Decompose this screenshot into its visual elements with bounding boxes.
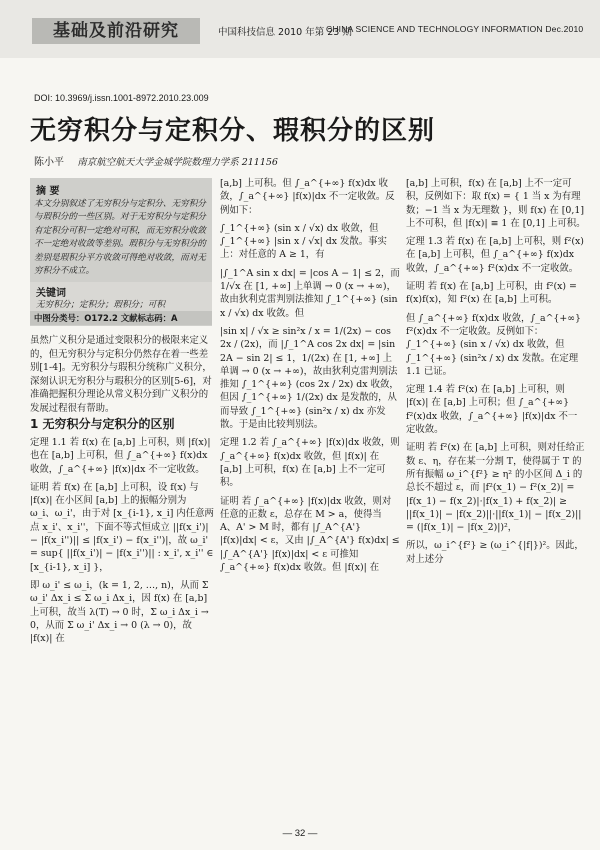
author-affiliation: 南京航空航天大学金城学院数理力学系 211156 — [77, 157, 278, 168]
section-heading: 1 无穷积分与定积分的区别 — [30, 417, 175, 431]
paragraph: 证明 若 f²(x) 在 [a,b] 上可积，则对任给正数 ε、η，存在某一分割 T，使得属于 T 的所有振幅 ω_i^{f²} ≥ η² 的小区间 Δ_i 的总长不超过 ε，而 |f²(x_1) − f²(x_2)| = |f(x_1) − f(x_2)|·|f(x_1) + f(x_2)| ≥ ||f(x_1)| − |f(x_2)||·||f(x_1)| − |f(x_2)|| = (|f(x_1)| − |f(x_2)|)²， — [406, 442, 585, 534]
page-footer — [0, 828, 600, 839]
column-1-body — [30, 436, 214, 650]
column-2 — [220, 177, 400, 579]
keywords-label: 关键词 — [36, 288, 66, 299]
paragraph: 定理 1.1 若 f(x) 在 [a,b] 上可积，则 |f(x)| 也在 [a,b] 上可积，但 ∫_a^{+∞} f(x)dx 收敛，∫_a^{+∞} |f(x)|dx 不一定收敛。 — [30, 437, 211, 475]
paragraph: 证明 若 f(x) 在 [a,b] 上可积，设 f(x) 与 |f(x)| 在小区间 [a,b] 上的振幅分别为 ω_i、ω_i'，由于对 [x_{i-1}, x_i] 内任意两点 x_i'、x_i''，下面不等式恒成立 ||f(x_i')| − |f(x_i'')|| ≤ |f(x_i') − f(x_i'')|，故 ω_i' = sup{ ||f(x_i')| − |f(x_i'')|| : x_i', x_i'' ∈ [x_{i-1}, x_i] }， — [30, 481, 214, 573]
paragraph: ∫_1^{+∞} (sin x / √x) dx 收敛，但 ∫_1^{+∞} |sin x / √x| dx 发散。事实上：对任意的 A ≥ 1，有 — [220, 222, 387, 261]
keywords-text: 无穷积分；定积分；瑕积分；可积 — [36, 300, 165, 310]
paragraph: [a,b] 上可积。但 ∫_a^{+∞} f(x)dx 收敛，∫_a^{+∞} |f(x)|dx 不一定收敛。反例如下： — [220, 178, 395, 216]
paragraph: 证明 若 f(x) 在 [a,b] 上可积，由 f²(x) = f(x)f(x)，知 f²(x) 在 [a,b] 上可积。 — [406, 281, 577, 306]
abstract-label: 摘 要 — [36, 186, 60, 197]
paragraph: 定理 1.4 若 f²(x) 在 [a,b] 上可积，则 |f(x)| 在 [a,b] 上可积；但 ∫_a^{+∞} f²(x)dx 收敛，∫_a^{+∞} |f(x)|dx 不一定收敛。 — [406, 384, 578, 436]
journal-header — [0, 0, 600, 58]
classification-text: 中图分类号：O172.2 文献标志码：A — [34, 313, 178, 323]
paragraph: 所以，ω_i^{f²} ≥ (ω_i^{|f|})²。因此，对上述分 — [406, 540, 584, 565]
introduction — [30, 334, 214, 420]
paragraph: |∫_1^A sin x dx| = |cos A − 1| ≤ 2，而 1/√x 在 [1, +∞] 上单调 → 0 (x → +∞)，故由狄利克雷判别法推知 ∫_1^{+∞} (sin x / √x) dx 收敛。但 — [220, 267, 400, 319]
paragraph: [a,b] 上可积，f(x) 在 [a,b] 上不一定可积，反例如下：取 f(x) = { 1 当 x 为有理数；−1 当 x 为无理数 }，则 f(x) 在 [0,1] 上不可积，但 |f(x)| ≡ 1 在 [0,1] 上可积。 — [406, 178, 586, 229]
page-number: — 32 — — [283, 828, 318, 839]
article-title: 无穷积分与定积分、瑕积分的区别 — [30, 116, 436, 146]
doi: DOI: 10.3969/j.issn.1001-8972.2010.23.009 — [34, 93, 209, 103]
journal-issue: 中国科技信息 2010 年第 23 期 — [218, 27, 352, 38]
intro-paragraph: 虽然广义积分是通过变限积分的极限来定义的，但无穷积分与定积分仍然存在着一些差别[1-4]。无穷积分与瑕积分统称广义积分，深刻认识无穷积分与瑕积分的区别[5-6]，对准确把握积分理论从常义积分到广义积分的发展过程很有帮助。 — [30, 335, 212, 414]
paragraph: 定理 1.3 若 f(x) 在 [a,b] 上可积，则 f²(x) 在 [a,b] 上可积，但 ∫_a^{+∞} f(x)dx 收敛，∫_a^{+∞} f²(x)dx 不一定收敛。 — [406, 236, 584, 274]
abstract-text: 本文分别叙述了无穷积分与定积分、无穷积分与瑕积分的一些区别。对于无穷积分与定积分有定积分可积一定绝对可积，而无穷积分收敛不一定绝对收敛等差别。瑕积分与无穷积分的差别是瑕积分平方收敛可得绝对收敛，而对无穷积分不成立。 — [34, 199, 206, 277]
paragraph: 但 ∫_a^{+∞} f(x)dx 收敛，∫_a^{+∞} f²(x)dx 不一定收敛。反例如下：∫_1^{+∞} (sin x / √x) dx 收敛，但 ∫_1^{+∞} (sin²x / x) dx 发散。在定理 1.1 已证。 — [406, 312, 582, 377]
column-3 — [406, 177, 586, 571]
author-name: 陈小平 — [34, 157, 64, 168]
section-brand: 基础及前沿研究 — [32, 18, 200, 44]
paragraph: 定理 1.2 若 ∫_a^{+∞} |f(x)|dx 收敛，则 ∫_a^{+∞} f(x)dx 收敛，但 |f(x)| 在 [a,b] 上可积，f(x) 在 [a,b] 上不一定可积。 — [220, 437, 400, 489]
paragraph: 证明 若 ∫_a^{+∞} |f(x)|dx 收敛，则对任意的正数 ε，总存在 M > a，使得当 A、A' > M 时，都有 |∫_A^{A'} |f(x)|dx| < ε，又由 |∫_A^{A'} f(x)dx| ≤ |∫_A^{A'} |f(x)|dx| < ε 可推知 ∫_a^{+∞} f(x)dx 收敛。但 |f(x)| 在 — [220, 495, 400, 574]
paragraph: |sin x| / √x ≥ sin²x / x = 1/(2x) − cos 2x / (2x)，而 |∫_1^A cos 2x dx| = |sin 2A − sin 2| ≤ 1，1/(2x) 在 [1, +∞] 上单调 → 0 (x → +∞)，故由狄利克雷判别法推知 ∫_1^{+∞} (cos 2x / 2x) dx 收敛，但因 ∫_1^{+∞} 1/(2x) dx 是发散的，从而导致 ∫_1^{+∞} (sin²x / x) dx 亦发散。于是由比较判别法。 — [220, 325, 399, 431]
classification-line — [30, 311, 212, 325]
paragraph: 即 ω_i' ≤ ω_i，(k = 1, 2, …, n)，从而 Σ ω_i' Δx_i ≤ Σ ω_i Δx_i，因 f(x) 在 [a,b] 上可积，故当 λ(T) → 0 时，Σ ω_i Δx_i → 0，从而 Σ ω_i' Δx_i → 0 (λ → 0)，故 |f(x)| 在 — [30, 579, 209, 645]
author-line — [34, 153, 278, 168]
journal-issue-en: CHINA SCIENCE AND TECHNOLOGY INFORMATION Dec.2010 — [326, 24, 584, 34]
